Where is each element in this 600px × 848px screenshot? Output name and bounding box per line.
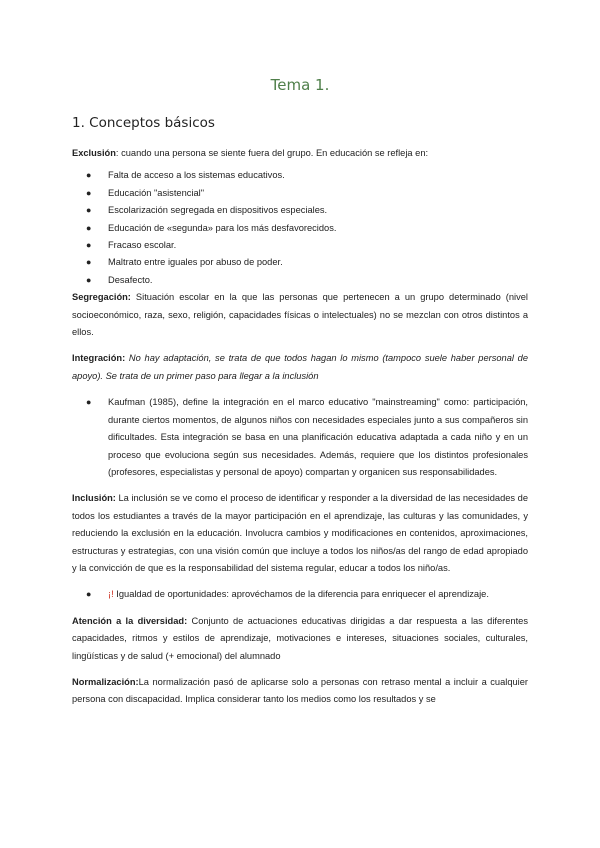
bullet-icon: ● [86, 589, 92, 600]
exclusion-text: : cuando una persona se siente fuera del grupo. En educación se refleja en: [115, 148, 429, 158]
exclusion-list [72, 167, 528, 289]
list-item [72, 237, 528, 254]
bullet-icon: ● [86, 274, 92, 285]
bullet-icon: ● [86, 170, 92, 181]
kaufman-text: Kaufman (1985), define la integración en el marco educativo "mainstreaming" como: participación, durante ciertos momentos, de algunos niños con necesidades especiales junto a sus compañeros sin dificultades. Esta integración se basa en una planificación educativa adaptada a cada niño y en un proceso que evoluciona según sus necesidades. Además, requiere que los distintos profesionales (profesores, especialistas y personal de apoyo) compartan y organicen sus responsabilidades. [108, 397, 528, 477]
inclusion-term: Inclusión: [72, 493, 116, 504]
segregacion-term: Segregación: [72, 292, 131, 303]
bullet-icon: ● [86, 397, 92, 408]
integracion-term: Integración: [72, 353, 126, 364]
list-item-text: Falta de acceso a los sistemas educativos. [108, 170, 285, 181]
bullet-icon: ● [86, 222, 92, 233]
bullet-icon: ● [86, 205, 92, 216]
list-item [72, 394, 528, 481]
page-title: Tema 1. [270, 76, 330, 94]
diversidad-paragraph [72, 613, 528, 665]
bullet-icon: ● [86, 187, 92, 198]
inclusion-list [72, 586, 528, 603]
normalizacion-paragraph [72, 674, 528, 709]
alert-mark: ¡! [108, 589, 114, 600]
exclusion-paragraph [72, 145, 528, 162]
section-heading: 1. Conceptos básicos [72, 115, 215, 131]
list-item [72, 185, 528, 202]
list-item-text: Escolarización segregada en dispositivos especiales. [108, 205, 328, 216]
integracion-text: No hay adaptación, se trata de que todos hagan lo mismo (tampoco suele haber personal de apoyo). Se trata de un primer paso para llegar a la inclusión [72, 353, 528, 381]
normalizacion-term: Normalización: [72, 676, 139, 687]
list-item [72, 586, 528, 603]
inclusion-text: La inclusión se ve como el proceso de identificar y responder a la diversidad de las necesidades de todos los estudiantes a través de la mayor participación en el aprendizaje, las culturas y las comunidades, y reduciendo la exclusión en la educación. Involucra cambios y modificaciones en contenidos, aproximaciones, estructuras y estrategias, con una visión común que incluye a todos los niños/as del rango de edad apropiado y la convicción de que es la responsabilidad del sistema regular, educar a todos los niño/as. [72, 493, 528, 573]
integracion-paragraph [72, 350, 528, 385]
list-item [72, 220, 528, 237]
list-item-text: Igualdad de oportunidades: aprovéchamos de la diferencia para enriquecer el aprendizaje. [113, 589, 489, 600]
list-item-text: Fracaso escolar. [108, 240, 177, 251]
document-body [72, 145, 528, 709]
diversidad-term: Atención a la diversidad: [72, 615, 188, 626]
normalizacion-text: La normalización pasó de aplicarse solo a personas con retraso mental a incluir a cualquier persona con discapacidad. Implica considerar tanto los medios como los resultados y se [72, 676, 528, 705]
list-item-text: Educación de «segunda» para los más desfavorecidos. [108, 222, 337, 233]
bullet-icon: ● [86, 240, 92, 251]
segregacion-paragraph [72, 289, 528, 341]
diversidad-text: Conjunto de actuaciones educativas dirigidas a dar respuesta a las diferentes capacidades, ritmos y estilos de aprendizaje, motivaciones e intereses, situaciones sociales, culturales, lingüísticas y de salud (+ emocional) del alumnado [72, 615, 528, 661]
list-item [72, 254, 528, 271]
exclusion-term: Exclusión [72, 148, 116, 158]
bullet-icon: ● [86, 257, 92, 268]
list-item [72, 167, 528, 184]
list-item-text: Maltrato entre iguales por abuso de poder. [108, 257, 283, 268]
list-item-text: Desafecto. [108, 274, 153, 285]
integracion-list [72, 394, 528, 481]
list-item [72, 202, 528, 219]
segregacion-text: Situación escolar en la que las personas que pertenecen a un grupo determinado (nivel socioeconómico, raza, sexo, religión, capacidades físicas o intelectuales) no se mezclan con otros distintos a ellos. [72, 292, 528, 338]
inclusion-paragraph [72, 490, 528, 577]
list-item [72, 272, 528, 289]
list-item-text: Educación "asistencial" [108, 187, 205, 198]
